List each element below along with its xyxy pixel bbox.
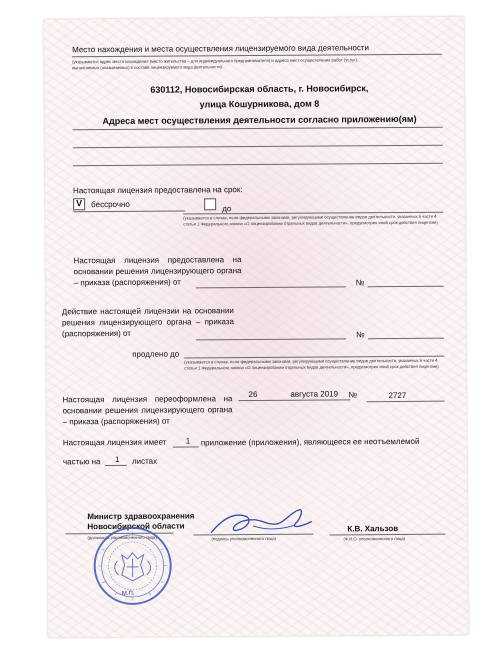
handwritten-signature: [207, 506, 315, 539]
header-note-1: (указываются адрес места нахождения (место жительства – для индивидуального предпринимателя) и адреса мест осуществления работ (услуг),: [72, 57, 359, 65]
reissued-text: Настоящая лицензия переоформлена на основании решения лицензирующего органа – приказа (распоряжения) от: [62, 394, 233, 427]
position-note: (должность уполномоченного лица): [87, 534, 157, 541]
appendix-sheets-label: листах: [131, 456, 158, 466]
reissued-number-rule: [367, 401, 445, 403]
header-title: Место нахождения и места осуществления лицензируемого вида деятельности: [72, 43, 369, 55]
address-line-2: улица Кошурникова, дом 8: [199, 98, 320, 110]
granted-number-rule: [368, 286, 444, 288]
extended-until-label: продлено до: [132, 349, 180, 359]
blank-rule-2: [73, 163, 443, 167]
extended-note: (указывается в случае, если федеральными законами, регулирующими осуществление видов деятельности, указанных в части 4 статьи 1 Федерального закона «О лицензировании отдельных видов деятельности», предусмотрен иной срок действия лицензии): [184, 357, 439, 371]
reissued-day: 26: [248, 389, 258, 400]
reissued-number-sign: №: [348, 390, 358, 400]
extended-text: Действие настоящей лицензии на основании решения лицензирующего органа – приказа (распоряжения) от: [61, 306, 234, 339]
reissued-date-rule: [239, 399, 351, 401]
reissued-month-year: августа 2019: [290, 389, 339, 399]
extended-date-rule: [196, 338, 346, 340]
granted-number-sign: №: [355, 278, 365, 288]
name-note: (Ф.И.О. уполномоченного лица): [343, 535, 406, 542]
appendix-sheets: 1: [114, 454, 120, 464]
extended-number-sign: №: [356, 330, 365, 340]
appendix-part-label: частью на: [62, 457, 101, 467]
appendix-count-rule: [173, 446, 199, 447]
term-until: до: [222, 204, 232, 214]
unlimited-checkbox: [73, 198, 85, 210]
reissued-number: 2727: [388, 390, 407, 401]
blank-rule-1: [73, 145, 443, 149]
signature-note: (подпись уполномоченного лица): [211, 535, 276, 542]
appendix-text-after: приложение (приложения), являющееся ее неотъемлемой: [200, 436, 420, 448]
position-line-1: Министр здравоохранения: [87, 511, 195, 522]
appendix-text-before: Настоящая лицензия имеет: [62, 437, 167, 448]
until-checkbox: [204, 198, 216, 210]
term-unlimited: бессрочно: [91, 199, 130, 210]
term-rule-left: [73, 210, 185, 212]
position-line-2: Новосибирской области: [87, 521, 185, 532]
appendix-sheets-rule: [105, 465, 127, 466]
appendix-count: 1: [185, 436, 191, 446]
term-label: Настоящая лицензия предоставлена на срок:: [73, 185, 243, 196]
term-note: (указывается в случае, если федеральными законами, регулирующими осуществление видов деятельности, указанных в части 4 статьи 1 Федерального закона «О лицензировании отдельных видов деятельности», предусмотрен иной срок действия лицензии): [183, 213, 438, 227]
license-sheet: [44, 17, 468, 638]
stamp-mp: М.П.: [121, 590, 135, 597]
check-mark: V: [76, 198, 83, 209]
address-line-1: 630112, Новосибирская область, г. Новосибирск,: [150, 83, 369, 95]
signer-name: К.В. Хальзов: [347, 524, 399, 534]
granted-text: Настоящая лицензия предоставлена на основании решения лицензирующего органа – приказа (распоряжения) от: [73, 255, 242, 288]
address-rule: [73, 127, 443, 131]
extended-number-rule: [368, 338, 444, 340]
address-line-3: Адреса мест осуществления деятельности согласно приложению(ям): [102, 113, 417, 127]
granted-date-rule: [196, 286, 346, 288]
header-note-2: выполняемых (оказываемых) в составе лицензируемого вида деятельности): [72, 64, 222, 71]
